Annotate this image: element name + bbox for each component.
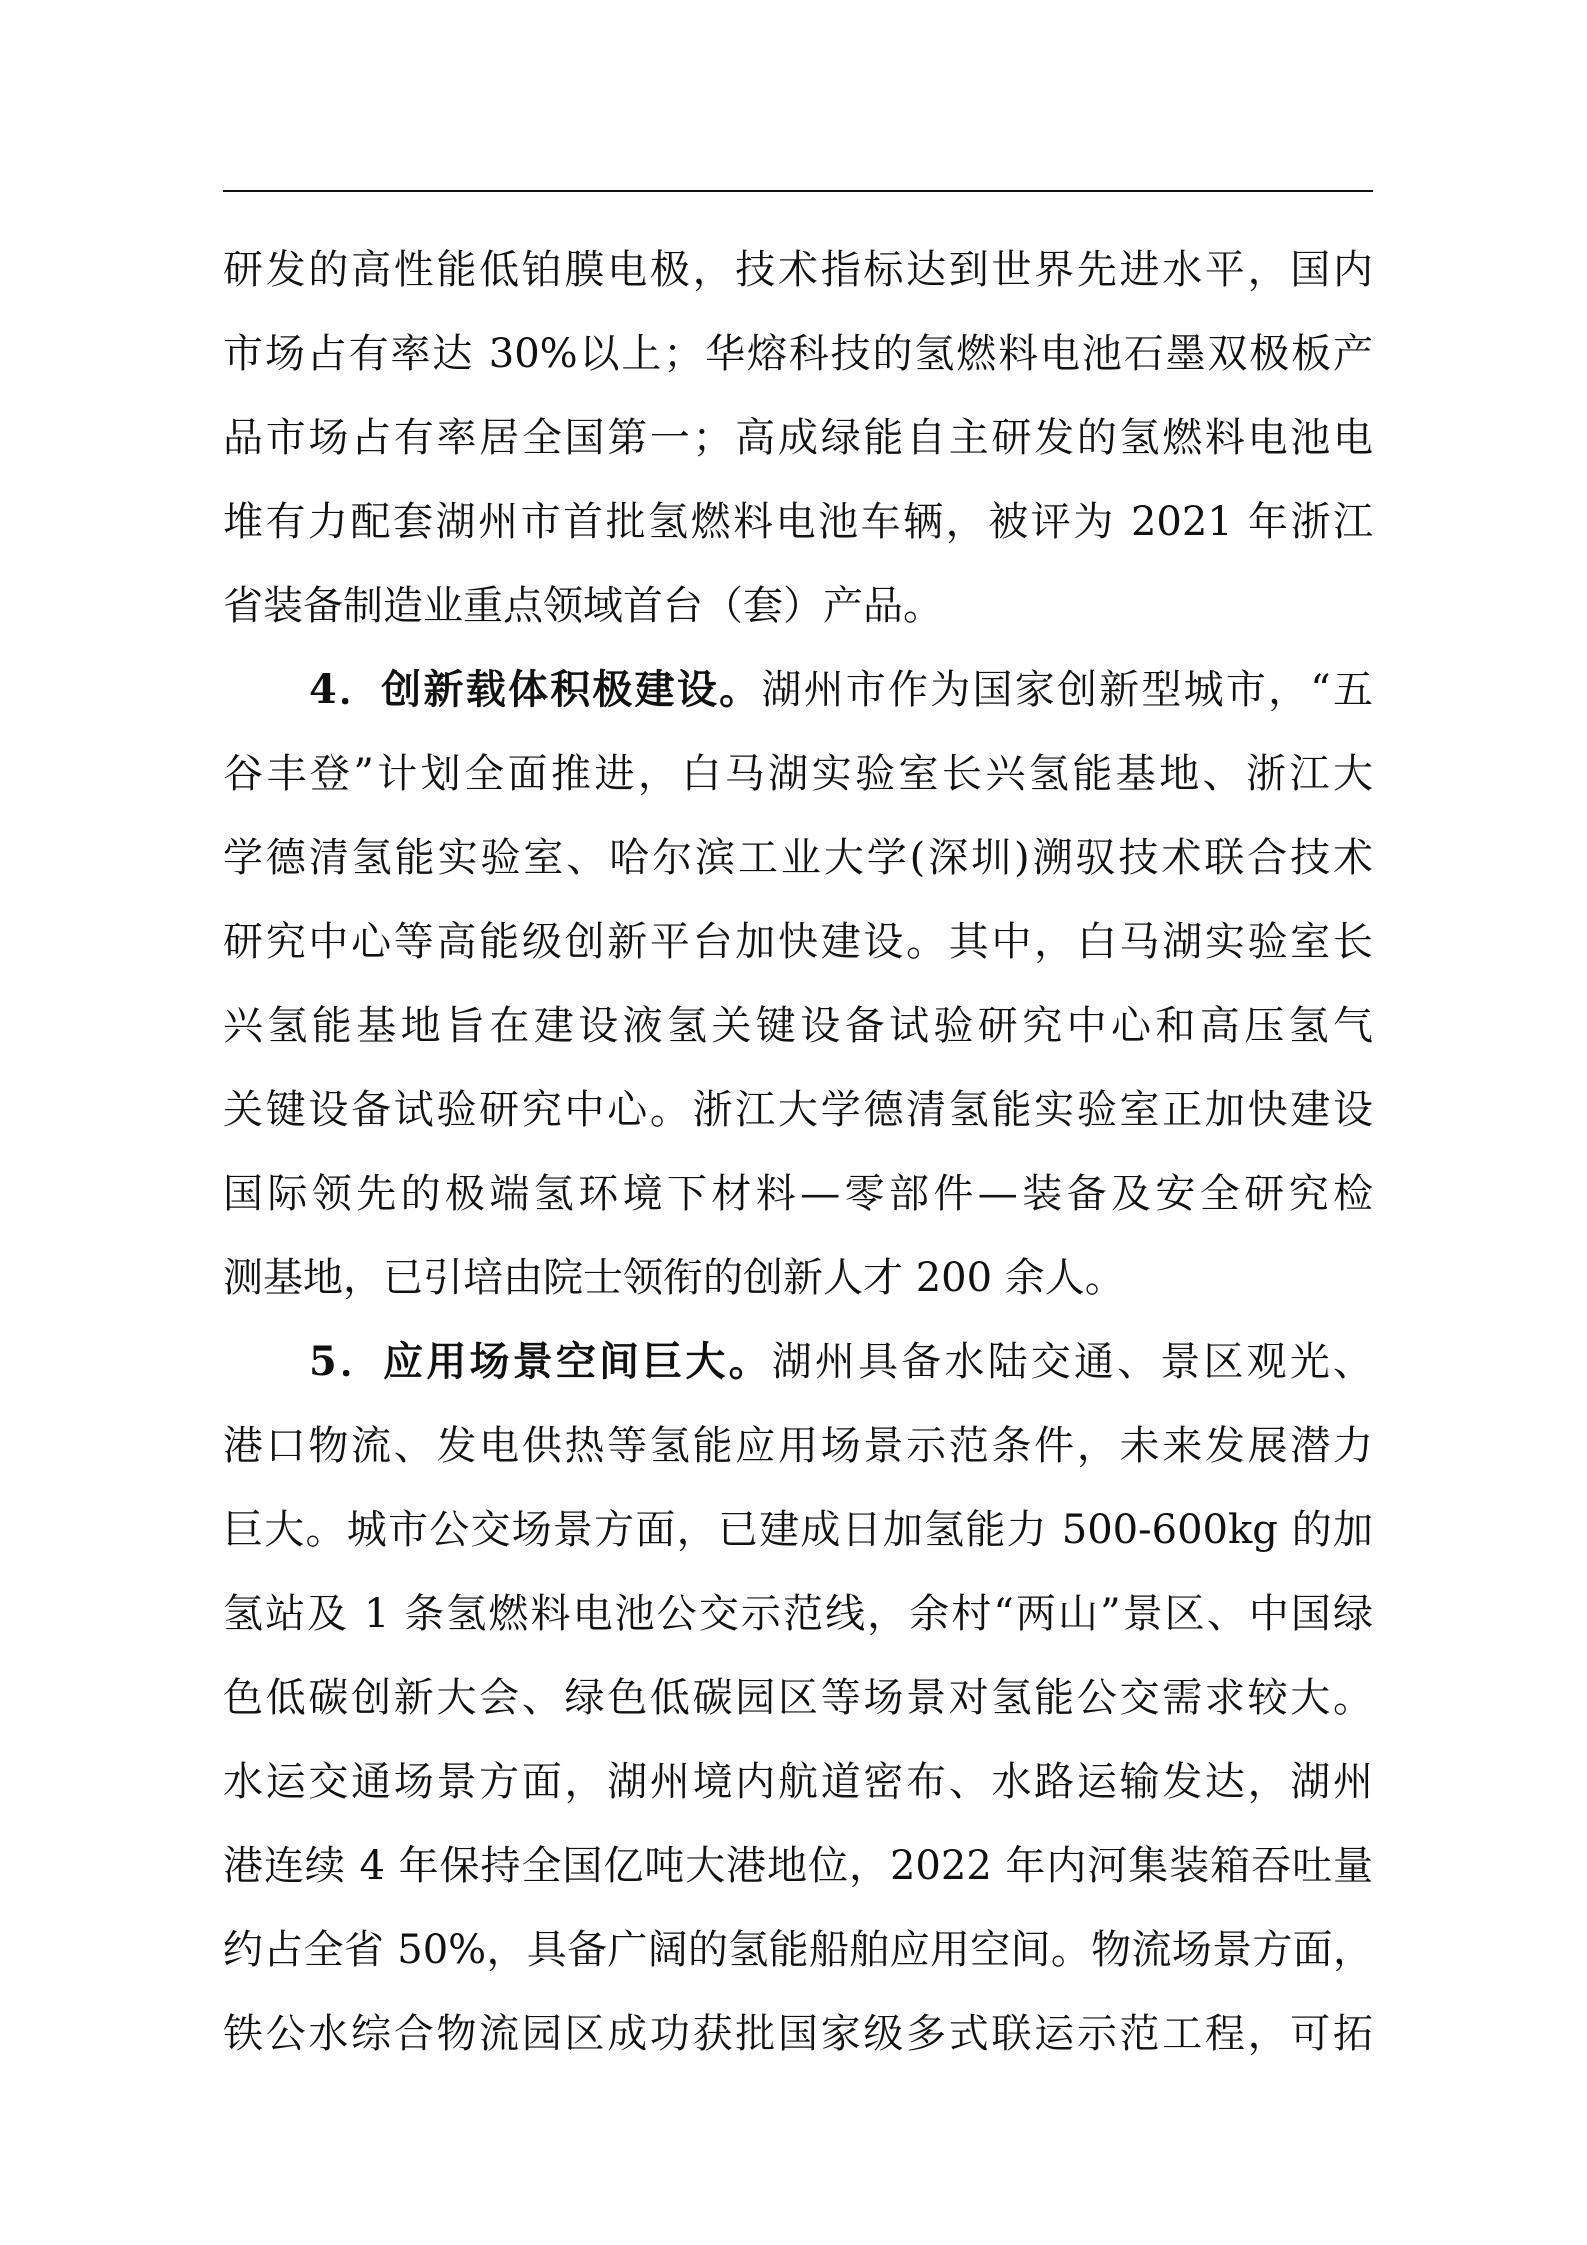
paragraph-line: 港口物流、发电供热等氢能应用场景示范条件，未来发展潜力 — [223, 1423, 1373, 1469]
paragraph-line: 学德清氢能实验室、哈尔滨工业大学(深圳)溯驭技术联合技术 — [223, 835, 1373, 881]
paragraph-line: 港连续 4 年保持全国亿吨大港地位，2022 年内河集装箱吞吐量 — [223, 1843, 1373, 1889]
paragraph-line: 研究中心等高能级创新平台加快建设。其中，白马湖实验室长 — [223, 919, 1373, 965]
paragraph-line: 研发的高性能低铂膜电极，技术指标达到世界先进水平，国内 — [223, 247, 1373, 293]
section-5-first-line-text: 湖州具备水陆交通、景区观光、 — [771, 1339, 1374, 1385]
paragraph-line: 约占全省 50%，具备广阔的氢能船舶应用空间。物流场景方面， — [223, 1927, 1373, 1973]
paragraph-line: 省装备制造业重点领域首台（套）产品。 — [223, 583, 943, 629]
paragraph-line: 品市场占有率居全国第一；高成绿能自主研发的氢燃料电池电 — [223, 415, 1373, 461]
section-4-first-line — [223, 648, 1373, 732]
paragraph-line: 铁公水综合物流园区成功获批国家级多式联运示范工程，可拓 — [223, 2011, 1373, 2057]
section-4-heading: 4．创新载体积极建设。 — [309, 666, 762, 713]
paragraph-line: 关键设备试验研究中心。浙江大学德清氢能实验室正加快建设 — [223, 1087, 1373, 1133]
paragraph-line: 氢站及 1 条氢燃料电池公交示范线，余村“两山”景区、中国绿 — [223, 1591, 1373, 1637]
section-4-first-line-text: 湖州市作为国家创新型城市，“五 — [761, 667, 1373, 713]
paragraph-line: 谷丰登”计划全面推进，白马湖实验室长兴氢能基地、浙江大 — [223, 751, 1373, 797]
paragraph-line: 色低碳创新大会、绿色低碳园区等场景对氢能公交需求较大。 — [223, 1675, 1373, 1721]
paragraph-line: 市场占有率达 30%以上；华熔科技的氢燃料电池石墨双极板产 — [223, 331, 1373, 377]
paragraph-line: 水运交通场景方面，湖州境内航道密布、水路运输发达，湖州 — [223, 1759, 1373, 1805]
paragraph-line: 堆有力配套湖州市首批氢燃料电池车辆，被评为 2021 年浙江 — [223, 499, 1373, 545]
document-body — [223, 228, 1373, 2076]
section-5-heading: 5．应用场景空间巨大。 — [309, 1338, 772, 1385]
section-5-first-line — [223, 1320, 1373, 1404]
paragraph-line: 测基地，已引培由院士领衔的创新人才 200 余人。 — [223, 1255, 1125, 1301]
paragraph-line: 国际领先的极端氢环境下材料—零部件—装备及安全研究检 — [223, 1171, 1373, 1217]
paragraph-line: 巨大。城市公交场景方面，已建成日加氢能力 500-600kg 的加 — [223, 1507, 1373, 1553]
paragraph-line: 兴氢能基地旨在建设液氢关键设备试验研究中心和高压氢气 — [223, 1003, 1373, 1049]
header-rule — [223, 190, 1373, 192]
